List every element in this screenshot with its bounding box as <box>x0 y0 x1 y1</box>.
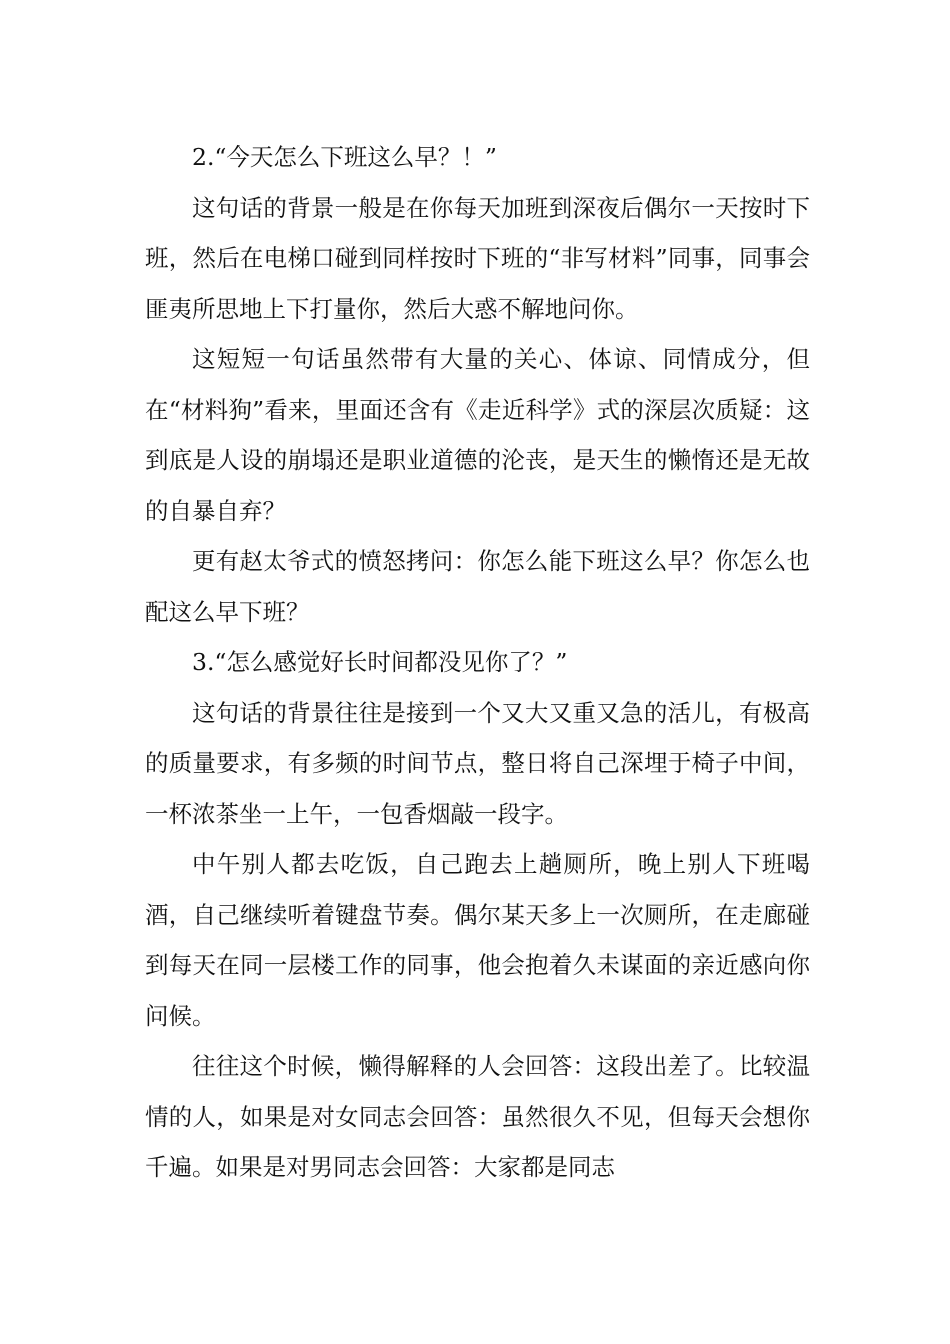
section-heading-3: 3.“怎么感觉好长时间都没见你了？” <box>192 648 568 676</box>
paragraph-2: 这短短一句话虽然带有大量的关心、体谅、同情成分，但在“材料狗”看来，里面还含有《走近科学》式的深层次质疑：这到底是人设的崩塌还是职业道德的沦丧，是天生的懒惰还是无故的自暴自弃？ <box>145 345 810 525</box>
document-page <box>145 132 810 1193</box>
section-heading-2: 2.“今天怎么下班这么早？！” <box>192 143 497 171</box>
paragraph-6: 往往这个时候，懒得解释的人会回答：这段出差了。比较温情的人，如果是对女同志会回答：虽然很久不见，但每天会想你千遍。如果是对男同志会回答：大家都是同志 <box>145 1052 810 1181</box>
paragraph-1: 这句话的背景一般是在你每天加班到深夜后偶尔一天按时下班，然后在电梯口碰到同样按时下班的“非写材料”同事，同事会匪夷所思地上下打量你，然后大惑不解地问你。 <box>145 193 810 323</box>
paragraph-3: 更有赵太爷式的愤怒拷问：你怎么能下班这么早？你怎么也配这么早下班？ <box>145 547 810 626</box>
paragraph-5: 中午别人都去吃饭，自己跑去上趟厕所，晚上别人下班喝酒，自己继续听着键盘节奏。偶尔某天多上一次厕所，在走廊碰到每天在同一层楼工作的同事，他会抱着久未谋面的亲近感向你问候。 <box>145 850 810 1030</box>
paragraph-4: 这句话的背景往往是接到一个又大又重又急的活儿，有极高的质量要求，有多频的时间节点，整日将自己深埋于椅子中间，一杯浓茶坐一上午，一包香烟敲一段字。 <box>145 698 810 828</box>
